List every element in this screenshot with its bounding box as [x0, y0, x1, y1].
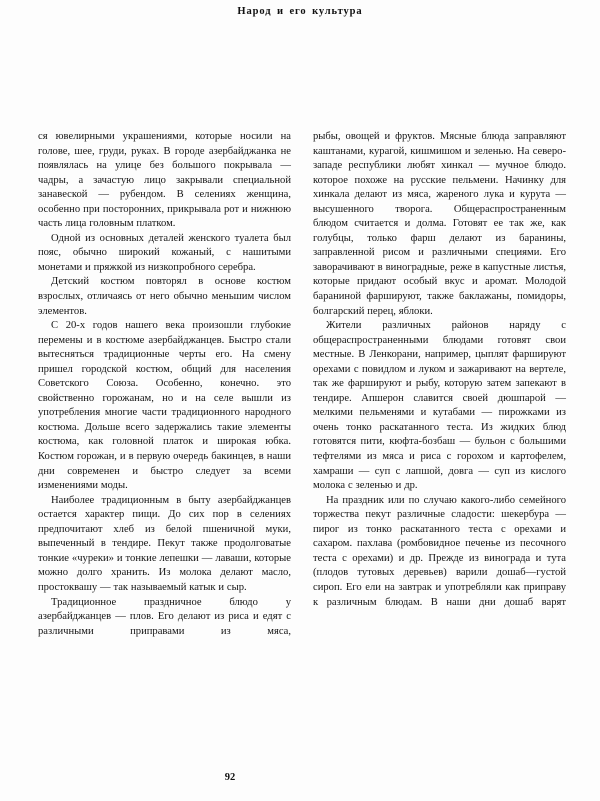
running-header: Народ и его культура [237, 6, 363, 17]
paragraph: Детский костюм повторял в основе костюм взрослых, отличаясь от него обычно меньшим числом элементов. [38, 276, 291, 317]
page-number: 92 [224, 772, 236, 783]
text-column-right [313, 130, 566, 639]
paragraph: Традиционное праздничное блюдо у азербайджанцев — плов. Его делают из риса и едят с различными приправами из мяса, [38, 596, 291, 637]
paragraph: Наиболее традиционным в быту азербайджанцев остается характер пищи. До сих пор в селениях предпочитают хлеб из белой пшеничной муки, выпеченный в тендире. Пекут также продолговатые тонкие «чуреки» и тонкие лепешки — лаваши, которые можно долго хранить. Из молока делают масло, простоквашу — так называемый катык и сыр. [38, 494, 291, 593]
body-columns [38, 130, 565, 639]
paragraph: рыбы, овощей и фруктов. Мясные блюда заправляют каштанами, курагой, кишмишом и зеленью. На северо-западе республики любят хинкал — мучное блюдо. которое похоже на русские пельмени. Начинку для хинкала делают из мяса, жареного лука и курута — высушенного творога. Общераспространенным блюдом считается и долма. Готовят ее так же, как голубцы, только фарш делают из баранины, заправленной рисом и различными специями. Его заворачивают в виноградные, реже в капустные листья, которые придают особый вкус и аромат. Молодой бараниной фаршируют, также баклажаны, помидоры, болгарский перец, яблоки. [313, 131, 566, 317]
paragraph: Жители различных районов наряду с общераспространенными блюдами готовят свои местные. В Ленкорани, например, цыплят фаршируют орехами с повидлом и луком и зажаривают на вертеле, так же фаршируют и рыбу, которую затем запекают в тендире. Апшерон славится своей дюшпарой — мелкими пельменями и кутабами — пирожками из очень тонко раскатанного теста. Из жидких блюд готовятся пити, кюфта-бозбаш — бульон с большими тефтелями из мяса и риса с горохом и картофелем, хамраши — суп с лапшой, довга — суп из кислого молока с зеленью и др. [313, 320, 566, 492]
paragraph: На праздник или по случаю какого-либо семейного торжества пекут различные сладости: шекербура — пирог из тонко раскатанного теста с орехами и сахаром. пахлава (ромбовидное печенье из песочного теста с орехами) и др. Прежде из винограда и тута (плодов тутовых деревьев) варили дошаб—густой сироп. Его ели на завтрак и употребляли как приправу к различным блюдам. В наши дни дошаб варят [313, 494, 566, 608]
paragraph: Одной из основных деталей женского туалета был пояс, обычно широкий кожаный, с нашитыми монетами и пряжкой из низкопробного серебра. [38, 232, 291, 273]
paragraph: С 20-х годов нашего века произошли глубокие перемены и в костюме азербайджанцев. Быстро стали вытесняться традиционные черты его. На смену пришел городской костюм, общий для населения Советского Союза. Особенно, конечно. это свойственно горожанам, но и на селе вышли из употребления многие части традиционного народного костюма. Дольше всего задержались такие элементы костюма, как головной платок и широкая юбка. Костюм горожан, и в первую очередь бакинцев, в наши дни современен и быстро следует за всеми изменениями моды. [38, 320, 291, 492]
paragraph: ся ювелирными украшениями, которые носили на голове, шее, груди, руках. В городе азербайджанка не появлялась на улице без большого покрывала — чадры, а зачастую лицо закрывали специальной занавеской — рубендом. В селениях женщина, особенно при посторонних, прикрывала рот и нижнюю часть лица головным платком. [38, 131, 291, 230]
text-column-left [38, 130, 291, 639]
